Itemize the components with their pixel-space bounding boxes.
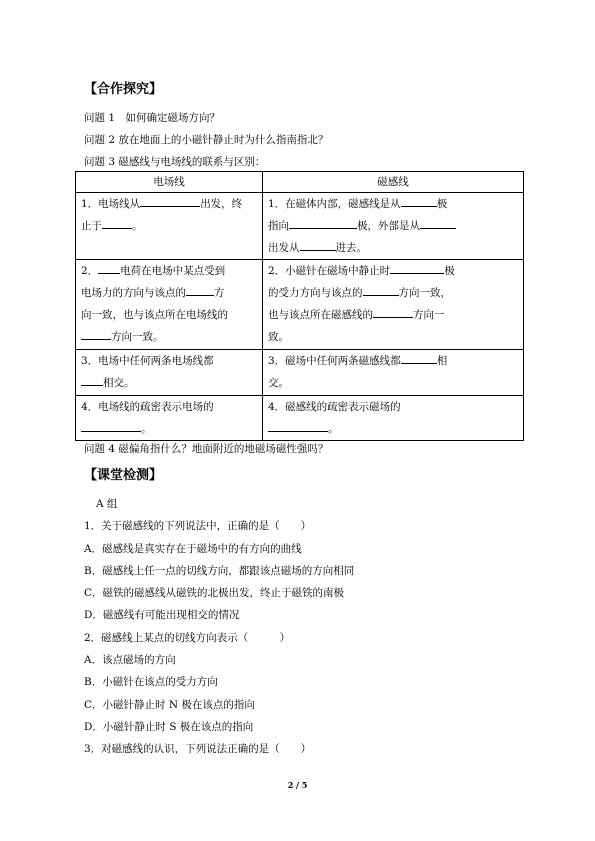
exercise-line: C．磁铁的磁感线从磁铁的北极出发，终止于磁铁的南极 bbox=[84, 587, 345, 599]
cell-text: 1．电场线从 bbox=[81, 198, 141, 210]
fill-in-blank[interactable] bbox=[98, 261, 120, 274]
cell-text: 进去。 bbox=[335, 242, 367, 254]
cell-text: 方 bbox=[214, 287, 225, 299]
comparison-table bbox=[75, 171, 524, 441]
exercise-line: B．小磁针在该点的受力方向 bbox=[84, 676, 218, 688]
fill-in-blank[interactable] bbox=[300, 238, 336, 251]
cell-magnetic bbox=[263, 193, 524, 260]
cell-magnetic bbox=[263, 396, 524, 441]
section-title-classroom-test: 【课堂检测】 bbox=[84, 468, 163, 483]
table-row bbox=[76, 350, 524, 396]
cell-text: 方向一致， bbox=[398, 287, 451, 299]
exercise-line: 3．对磁感线的认识，下列说法正确的是（ ） bbox=[84, 743, 312, 755]
exercise-line: C．小磁针静止时 N 极在该点的指向 bbox=[84, 699, 255, 711]
fill-in-blank[interactable] bbox=[140, 194, 200, 207]
cell-text: 止于 bbox=[81, 220, 102, 232]
cell-electric bbox=[76, 193, 263, 260]
cell-text: 4．磁感线的疏密表示磁场的 bbox=[268, 401, 401, 413]
cell-text: 方向一 bbox=[413, 309, 445, 321]
exercise-line: D．小磁针静止时 S 极在该点的指向 bbox=[84, 721, 254, 733]
cell-electric bbox=[76, 260, 263, 350]
cell-text: 出发从 bbox=[268, 242, 300, 254]
fill-in-blank[interactable] bbox=[289, 216, 357, 229]
group-label: A 组 bbox=[96, 498, 118, 510]
exercise-line: B．磁感线上任一点的切线方向，都跟该点磁场的方向相同 bbox=[84, 565, 355, 577]
section-title-cooperative-inquiry: 【合作探究】 bbox=[84, 82, 163, 97]
table-row bbox=[76, 396, 524, 441]
fill-in-blank[interactable] bbox=[363, 283, 399, 296]
fill-in-blank[interactable] bbox=[81, 419, 141, 432]
fill-in-blank[interactable] bbox=[186, 283, 214, 296]
cell-text: 极，外部是从 bbox=[357, 220, 420, 232]
fill-in-blank[interactable] bbox=[390, 261, 444, 274]
cell-text: 极 bbox=[444, 265, 455, 277]
cell-text: 3．电场中任何两条电场线都 bbox=[81, 355, 214, 367]
fill-in-blank[interactable] bbox=[268, 419, 328, 432]
cell-text: 也与该点所在磁感线的 bbox=[268, 309, 373, 321]
exercise-line: 2．磁感线上某点的切线方向表示（ ） bbox=[84, 632, 291, 644]
fill-in-blank[interactable] bbox=[102, 216, 132, 229]
cell-electric bbox=[76, 396, 263, 441]
cell-text: 极 bbox=[436, 198, 448, 210]
fill-in-blank[interactable] bbox=[401, 351, 437, 364]
cell-text: 出发，终 bbox=[200, 198, 243, 210]
cell-magnetic bbox=[263, 350, 524, 396]
cell-magnetic bbox=[263, 260, 524, 350]
fill-in-blank[interactable] bbox=[81, 327, 111, 340]
cell-text: 4．电场线的疏密表示电场的 bbox=[81, 401, 214, 413]
fill-in-blank[interactable] bbox=[373, 305, 413, 318]
cell-text: 电荷在电场中某点受到 bbox=[120, 265, 226, 277]
question-1: 问题 1 如何确定磁场方向？ bbox=[84, 112, 221, 124]
cell-text: 2．小磁针在磁场中静止时 bbox=[268, 265, 391, 277]
cell-text: 。 bbox=[132, 220, 143, 232]
cell-text: 交。 bbox=[268, 377, 289, 389]
exercise-line: 1．关于磁感线的下列说法中，正确的是（ ） bbox=[84, 520, 312, 532]
exercise-line: D．磁感线有可能出现相交的情况 bbox=[84, 609, 240, 621]
cell-text: 相交。 bbox=[103, 377, 135, 389]
cell-electric bbox=[76, 350, 263, 396]
cell-text: 向一致，也与该点所在电场线的 bbox=[81, 309, 228, 321]
cell-text: 2． bbox=[81, 265, 99, 277]
fill-in-blank[interactable] bbox=[81, 373, 103, 386]
cell-text: 3．磁场中任何两条磁感线都 bbox=[268, 355, 401, 367]
cell-text: 致。 bbox=[268, 331, 289, 343]
table-row bbox=[76, 193, 524, 260]
header-magnetic-field-lines: 磁感线 bbox=[263, 172, 524, 193]
cell-text: 电场力的方向与该点的 bbox=[81, 287, 186, 299]
question-3: 问题 3 磁感线与电场线的联系与区别： bbox=[84, 156, 266, 168]
cell-text: 相 bbox=[436, 355, 448, 367]
cell-text: 。 bbox=[141, 423, 152, 435]
cell-text: 1．在磁体内部，磁感线是从 bbox=[268, 198, 401, 210]
exercise-line: A．磁感线是真实存在于磁场中的有方向的曲线 bbox=[84, 543, 302, 555]
exercise-line: A．该点磁场的方向 bbox=[84, 654, 176, 666]
table-header-row bbox=[76, 172, 524, 193]
cell-text: 方向一致。 bbox=[111, 331, 164, 343]
page-number: 2 / 5 bbox=[287, 780, 308, 790]
fill-in-blank[interactable] bbox=[401, 194, 437, 207]
header-electric-field-lines: 电场线 bbox=[76, 172, 263, 193]
question-2: 问题 2 放在地面上的小磁针静止时为什么指南指北？ bbox=[84, 134, 329, 146]
fill-in-blank[interactable] bbox=[420, 216, 456, 229]
cell-text: 的受力方向与该点的 bbox=[268, 287, 363, 299]
table-row bbox=[76, 260, 524, 350]
cell-text: 指向 bbox=[268, 220, 289, 232]
cell-text: 。 bbox=[328, 423, 339, 435]
question-4: 问题 4 磁偏角指什么？地面附近的地磁场磁性强吗？ bbox=[84, 443, 329, 455]
